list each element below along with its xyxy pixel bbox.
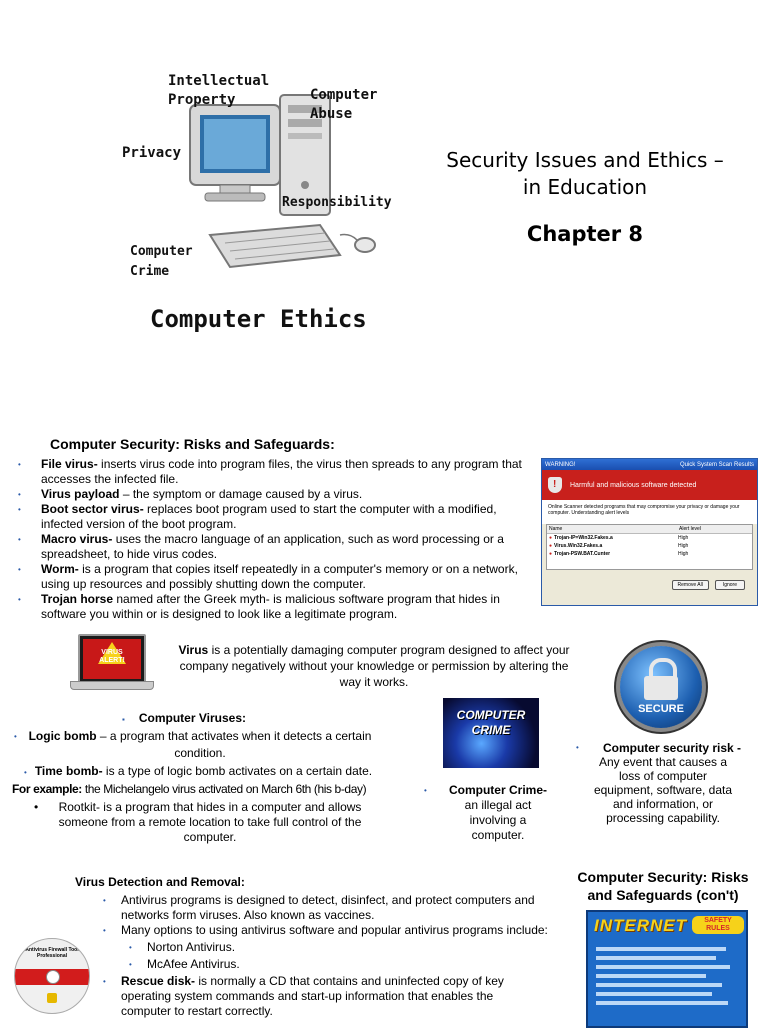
label-privacy: Privacy: [122, 145, 182, 161]
list-item: [103, 923, 579, 938]
label-intellectual-property: Intellectual Property: [168, 73, 270, 108]
slide-1: [0, 0, 768, 420]
bullet: ▪: [122, 715, 125, 724]
risk-term: Computer security risk -: [602, 741, 742, 755]
lock-icon: [644, 676, 678, 700]
item-term: Trojan horse: [41, 592, 114, 606]
bullet: •: [103, 896, 106, 905]
list-item: [103, 974, 541, 1019]
cd-logo-icon: [47, 993, 57, 1003]
remove-all-button[interactable]: Remove All: [672, 580, 709, 590]
secure-label: SECURE: [638, 703, 684, 715]
slide-2-heading: Computer Security: Risks and Safeguards:: [50, 436, 335, 452]
list-item: [18, 457, 533, 487]
bullet: •: [18, 505, 21, 514]
slide-title: Security Issues and Ethics – in Education: [446, 148, 724, 199]
alert-icon: ●: [549, 551, 553, 557]
bullet: •: [18, 565, 21, 574]
warning-buttons: [542, 570, 757, 590]
slide-4-side-heading: Computer Security: Risks and Safeguards (con't): [577, 869, 749, 903]
alert-icon: ●: [549, 535, 553, 541]
list-item: [18, 502, 533, 532]
item-text: is a program that copies itself repeatedly in a computer's memory or on a network, using up resources and possibly shutting down the computer.: [41, 562, 518, 591]
detection-list: [103, 893, 579, 1019]
list-item: [18, 562, 533, 592]
logic-bomb-item: [10, 728, 390, 762]
item-text: Antivirus programs is designed to detect, disinfect, and protect computers and networks form viruses. Also known as vaccines.: [121, 893, 535, 922]
logic-bomb-term: Logic bomb: [28, 729, 97, 743]
risk-text: Any event that causes a loss of computer equipment, software, data and information, or processing capability.: [593, 755, 733, 825]
item-text: uses the macro language of an application, such as word processing or a spreadsheet, to hide virus codes.: [41, 532, 504, 561]
virus-text: is a potentially damaging computer program designed to affect your company negatively without your knowledge or permission by altering the way it works.: [179, 643, 570, 689]
item-term: Worm-: [41, 562, 79, 576]
example-item: [12, 782, 366, 796]
warning-title-right: Quick System Scan Results: [679, 461, 754, 468]
ignore-button[interactable]: Ignore: [715, 580, 745, 590]
bullet: •: [34, 800, 39, 814]
warning-description: Online Scanner detected programs that may compromise your privacy or damage your computer. Understanding alert levels: [542, 500, 757, 524]
virus-alert-image: [70, 634, 152, 690]
computer-crime-label: COMPUTER CRIME: [456, 708, 526, 737]
table-row[interactable]: [547, 550, 752, 558]
list-item: [18, 487, 533, 502]
virus-definition: [178, 642, 570, 690]
list-item: [18, 532, 533, 562]
laptop-base: [70, 681, 154, 690]
sub-list-item: [103, 957, 579, 972]
rescue-term: Rescue disk-: [121, 974, 196, 988]
warning-title: WARNING!: [545, 461, 576, 468]
warning-table: [546, 524, 753, 570]
item-text: inserts virus code into program files, the virus then spreads to any program that accesses the infected file.: [41, 457, 522, 486]
slide-4: [0, 860, 768, 1024]
row-level: High: [678, 543, 689, 549]
warning-banner-text: Harmful and malicious software detected: [570, 481, 697, 489]
secure-lock-image: [620, 646, 702, 728]
rootkit-item: [34, 800, 380, 845]
sub-list-item: [103, 940, 579, 955]
row-name: Virus.Win32.Fakes.a: [554, 543, 603, 549]
shield-icon: !: [548, 477, 562, 493]
item-term: File virus-: [41, 457, 98, 471]
virus-term: Virus: [178, 643, 209, 657]
item-text: replaces boot program used to start the computer with a modified, infected version of the boot program.: [41, 502, 497, 531]
time-bomb-item: [24, 764, 372, 778]
table-row[interactable]: [547, 542, 752, 550]
poster-lines: [596, 942, 736, 1010]
item-text: Many options to using antivirus software and popular antivirus programs include:: [121, 923, 548, 937]
row-level: High: [678, 551, 689, 557]
bullet: •: [24, 768, 27, 777]
internet-safety-poster: [586, 910, 748, 1028]
logic-bomb-text: – a program that activates when it detects a certain condition.: [96, 729, 372, 760]
warning-banner: [542, 470, 757, 500]
risk-list: [18, 457, 533, 622]
bullet: •: [14, 732, 17, 741]
row-level: High: [678, 535, 689, 541]
bullet: •: [18, 460, 21, 469]
bullet: •: [103, 926, 106, 935]
label-responsibility: Responsibility: [282, 195, 392, 210]
label-computer-ethics: Computer Ethics: [150, 305, 367, 333]
poster-title: INTERNET: [594, 916, 687, 935]
rootkit-text: Rootkit- is a program that hides in a computer and allows someone from a remote location to take full control of the computer.: [58, 800, 362, 844]
bullet: •: [424, 786, 427, 795]
bullet: •: [18, 490, 21, 499]
table-header: [547, 525, 752, 534]
item-text: Norton Antivirus.: [147, 940, 236, 954]
bullet: •: [18, 595, 21, 604]
security-risk-item: [570, 741, 756, 825]
poster-subtitle: SAFETY RULES: [692, 916, 744, 934]
computer-crime-image: [443, 698, 539, 768]
slide-4-heading: Virus Detection and Removal:: [75, 875, 245, 889]
list-item: [103, 893, 579, 923]
warning-window: [541, 458, 758, 606]
list-item: [18, 592, 533, 622]
laptop-screen: [78, 634, 146, 684]
col-name: Name: [549, 526, 563, 532]
time-bomb-term: Time bomb-: [34, 764, 103, 778]
slide-2: [0, 428, 768, 628]
bullet: •: [18, 535, 21, 544]
table-row[interactable]: [547, 534, 752, 542]
crime-term: Computer Crime-: [448, 783, 547, 797]
rescue-text: is normally a CD that contains and uninfected copy of key operating system commands and start-up information that enables the computer to restart correctly.: [121, 974, 504, 1018]
virus-alert-label: VIRUS ALERT!: [99, 649, 125, 664]
time-bomb-text: is a type of logic bomb activates on a certain date.: [102, 764, 373, 778]
alert-icon: ●: [549, 543, 553, 549]
item-text: named after the Greek myth- is malicious software program that hides in software you within or is designed to look like a legitimate program.: [41, 592, 500, 621]
item-text: McAfee Antivirus.: [147, 957, 240, 971]
label-computer-abuse: Computer Abuse: [310, 87, 378, 122]
example-text: the Michelangelo virus activated on March 6th (his b-day): [81, 782, 367, 796]
antivirus-cd-image: [14, 938, 90, 1014]
computer-crime-item: [418, 783, 578, 843]
bullet: •: [103, 977, 106, 986]
row-name: Trojan-IP=Win32.Fakes.a: [554, 535, 613, 541]
chapter-label: Chapter 8: [526, 222, 644, 246]
bullet: •: [129, 960, 132, 969]
row-name: Trojan-PSW.BAT.Cunter: [554, 551, 611, 557]
computer-viruses-heading: ▪ Computer Viruses:: [122, 711, 246, 725]
item-text: – the symptom or damage caused by a virus.: [119, 487, 363, 501]
bullet: •: [129, 943, 132, 952]
item-term: Virus payload: [41, 487, 120, 501]
crime-text: an illegal act involving a computer.: [464, 798, 532, 842]
slide-3: [0, 628, 768, 860]
item-term: Boot sector virus-: [41, 502, 144, 516]
item-term: Macro virus-: [41, 532, 113, 546]
warning-titlebar: [542, 459, 757, 470]
cd-label: Antivirus Firewall Tool Professional: [25, 947, 79, 959]
col-alert: Alert level: [679, 526, 701, 532]
example-term: For example:: [12, 782, 82, 796]
label-computer-crime: Computer Crime: [130, 244, 193, 279]
cd-hole: [46, 970, 60, 984]
bullet: •: [576, 743, 579, 752]
